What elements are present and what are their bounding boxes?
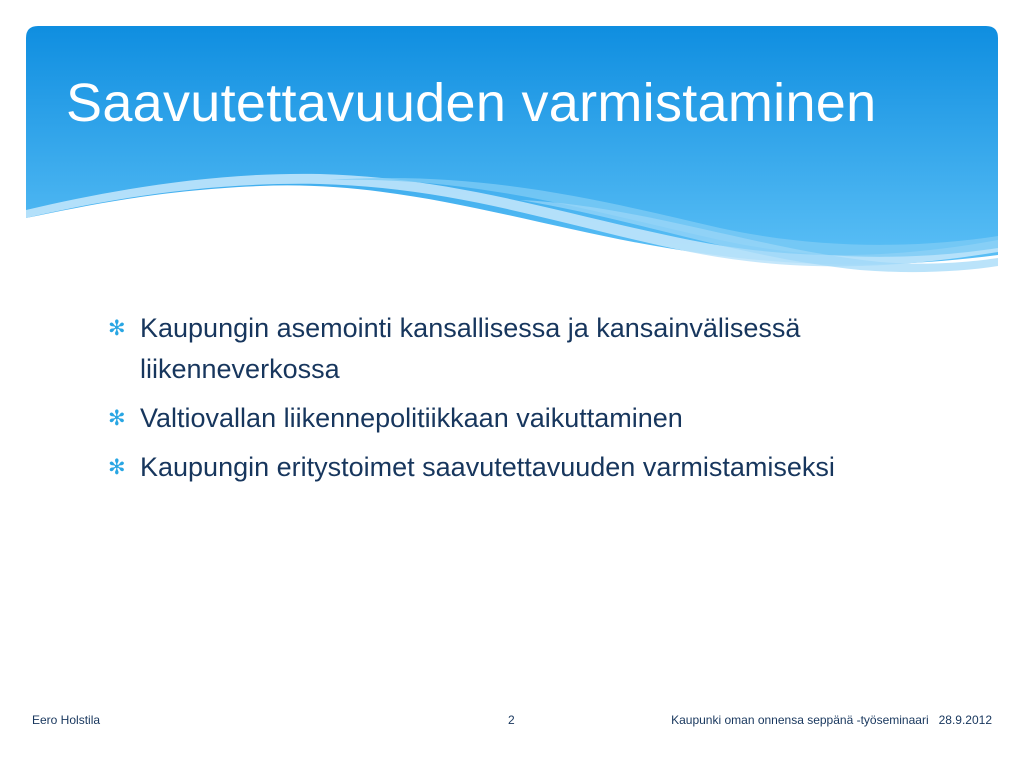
footer-page-number: 2 — [508, 713, 515, 727]
asterisk-icon: ✻ — [108, 456, 126, 479]
bullet-item — [108, 447, 948, 488]
bullet-list — [108, 308, 948, 496]
asterisk-icon: ✻ — [108, 317, 126, 340]
footer-event: Kaupunki oman onnensa seppänä -työseminaari 28.9.2012 — [671, 713, 992, 727]
asterisk-icon: ✻ — [108, 407, 126, 430]
bullet-text: Kaupungin asemointi kansallisessa ja kansainvälisessä liikenneverkossa — [140, 313, 801, 384]
bullet-text: Valtiovallan liikennepolitiikkaan vaikuttaminen — [140, 403, 683, 433]
bullet-item — [108, 308, 948, 390]
bullet-item — [108, 398, 948, 439]
slide-title: Saavutettavuuden varmistaminen — [66, 73, 877, 133]
header-banner — [0, 0, 1024, 300]
footer-author: Eero Holstila — [32, 713, 101, 727]
bullet-text: Kaupungin eritystoimet saavutettavuuden varmistamiseksi — [140, 452, 835, 482]
